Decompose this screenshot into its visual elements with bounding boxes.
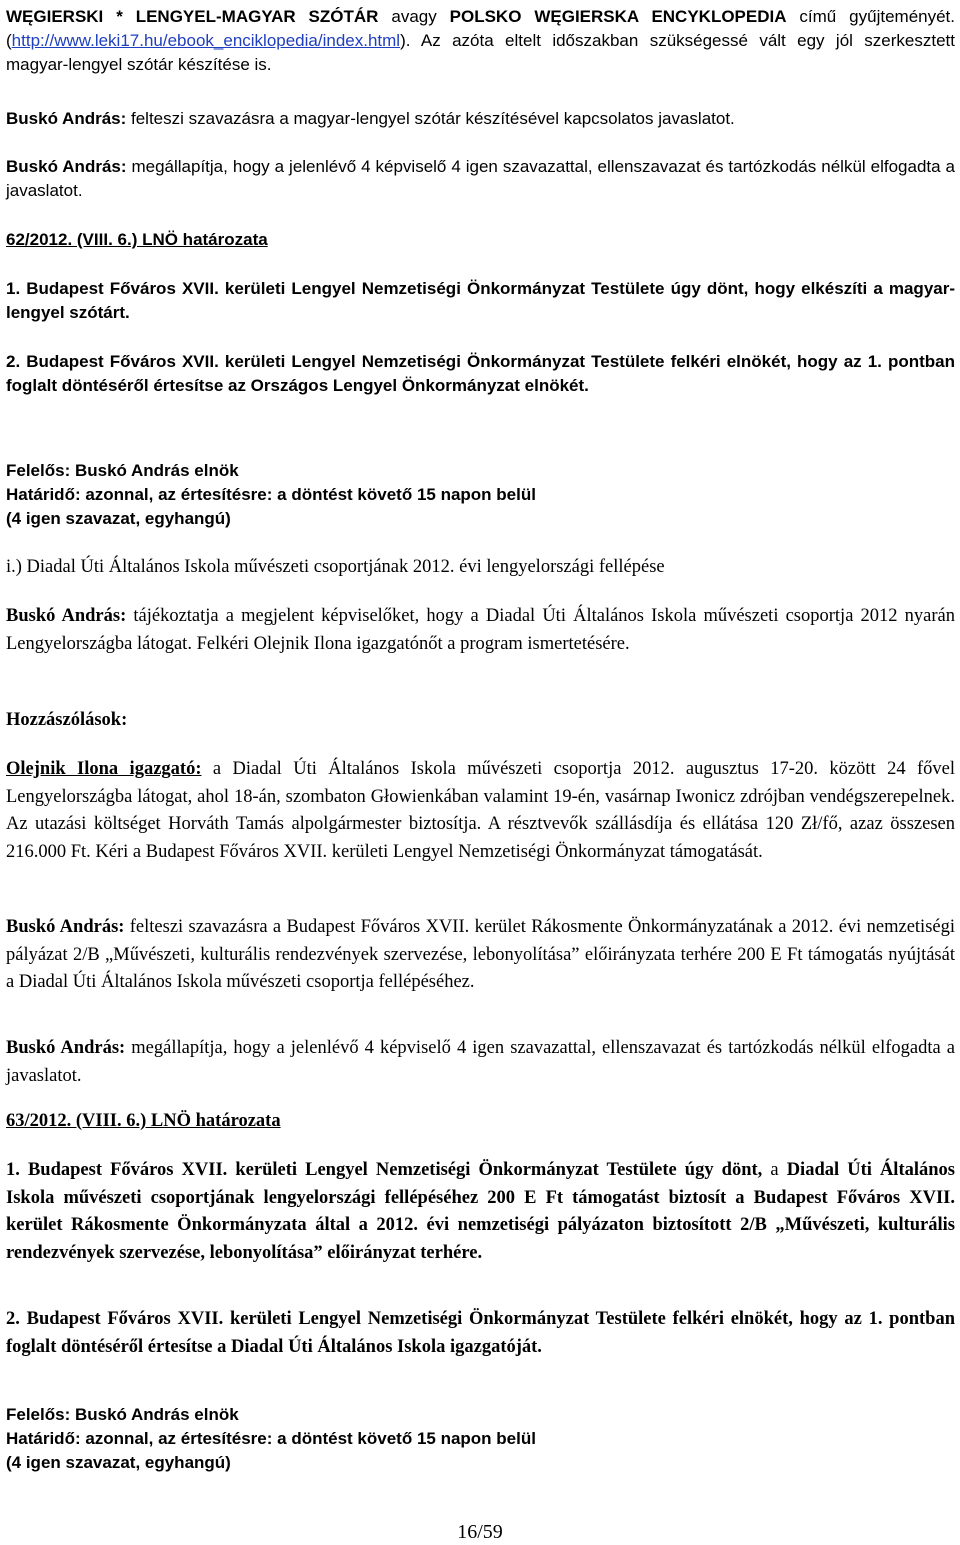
speaker-name: Buskó András:	[6, 1038, 126, 1058]
vote-result-paragraph	[6, 155, 955, 203]
section-heading-i: i.) Diadal Úti Általános Iskola művészeti csoportjának 2012. évi lengyelországi fellépése	[6, 557, 665, 577]
paragraph-text: megállapítja, hogy a jelenlévő 4 képviselő 4 igen szavazattal, ellenszavazat és tartózkodás nélkül elfogadta a javaslatot.	[6, 1038, 955, 1086]
intro-text: avagy	[378, 7, 450, 26]
resolution-text: Diadal Úti Általános Iskola művészeti csoportjának lengyelországi fellépéséhez 200 E Ft támogatást biztosít a Budapest Főváros XVII. kerület Rákosmente Önkormányzata által a 2012. évi nemzetiségi pályázaton biztosított 2/B „Művészeti, kulturális rendezvények szervezése, lebonyolítása” előirányzat terhére.	[6, 1160, 955, 1263]
resolution-text: a	[762, 1160, 787, 1180]
paragraph-text: megállapítja, hogy a jelenlévő 4 képviselő 4 igen szavazattal, ellenszavazat és tartózkodás nélkül elfogadta a javaslatot.	[6, 157, 955, 200]
paragraph-text: felteszi szavazásra a magyar-lengyel szótár készítésével kapcsolatos javaslatot.	[126, 109, 735, 128]
speaker-name: Olejnik Ilona igazgató:	[6, 759, 202, 779]
page-number: 16/59	[457, 1521, 503, 1543]
resolution-text: 1. Budapest Főváros XVII. kerületi Lengyel Nemzetiségi Önkormányzat Testülete úgy dönt,	[6, 1160, 763, 1180]
resolution-63-deadline: Határidő: azonnal, az értesítésre: a döntést követő 15 napon belül	[6, 1429, 536, 1448]
dictionary-title: WĘGIERSKI * LENGYEL-MAGYAR SZÓTÁR	[6, 7, 379, 26]
resolution-63-item-1	[6, 1157, 955, 1267]
speaker-name: Buskó András:	[6, 606, 127, 626]
support-proposal-paragraph	[6, 914, 955, 997]
intro-text: című gyűjteményét. (	[6, 7, 956, 50]
intro-text: ). Az azóta eltelt időszakban szükségessé vált egy jól szerkesztett magyar-lengyel szótár készítése is.	[6, 31, 955, 74]
speaker-name: Buskó András:	[6, 109, 127, 128]
encyclopedia-title: POLSKO WĘGIERSKA ENCYKLOPEDIA	[449, 7, 787, 26]
resolution-63-item-2: 2. Budapest Főváros XVII. kerületi Lengyel Nemzetiségi Önkormányzat Testülete felkéri elnökét, hogy az 1. pontban foglalt döntéséről értesítse a Diadal Úti Általános Iskola igazgatóját.	[6, 1309, 955, 1357]
resolution-62-deadline: Határidő: azonnal, az értesítésre: a döntést követő 15 napon belül	[6, 485, 536, 504]
vote-proposal-paragraph	[6, 107, 955, 131]
paragraph-text: felteszi szavazásra a Budapest Főváros XVII. kerület Rákosmente Önkormányzatának a 2012. évi nemzetiségi pályázat 2/B „Művészeti, kulturális rendezvények szervezése, lebonyolítása” előirányzata terhére 200 E Ft támogatás nyújtását a Diadal Úti Általános Iskola művészeti csoportja fellépéséhez.	[6, 917, 955, 992]
vote-result-paragraph-2	[6, 1035, 955, 1090]
resolution-63-title: 63/2012. (VIII. 6.) LNÖ határozata	[6, 1111, 281, 1131]
resolution-63-responsible: Felelős: Buskó András elnök	[6, 1405, 239, 1424]
resolution-62-title: 62/2012. (VIII. 6.) LNÖ határozata	[6, 230, 268, 249]
speaker-name: Buskó András:	[6, 917, 125, 937]
comments-heading: Hozzászólások:	[6, 710, 128, 730]
resolution-62-vote: (4 igen szavazat, egyhangú)	[6, 509, 231, 528]
resolution-63-vote: (4 igen szavazat, egyhangú)	[6, 1453, 231, 1472]
resolution-62-item-2: 2. Budapest Főváros XVII. kerületi Lengyel Nemzetiségi Önkormányzat Testülete felkéri elnökét, hogy az 1. pontban foglalt döntéséről értesítse az Országos Lengyel Önkormányzat elnökét.	[6, 352, 955, 395]
resolution-62-item-1: 1. Budapest Főváros XVII. kerületi Lengyel Nemzetiségi Önkormányzat Testülete úgy dönt, hogy elkészíti a magyar-lengyel szótárt.	[6, 279, 955, 322]
director-comment-paragraph	[6, 756, 955, 866]
speaker-name: Buskó András:	[6, 157, 127, 176]
paragraph-text: a Diadal Úti Általános Iskola művészeti csoportja 2012. augusztus 17-20. között 24 fővel Lengyelországba látogat, ahol 18-án, szombaton Głowienkában valamint 19-én, vasárnap Iwonicz zdrójban vendégszerepelnek. Az utazási költséget Horváth Tamás alpolgármester biztosítja. A résztvevők szállásdíja és ellátása 120 Zł/fő, azaz összesen 216.000 Ft. Kéri a Budapest Főváros XVII. kerületi Lengyel Nemzetiségi Önkormányzat támogatását.	[6, 759, 955, 862]
paragraph-text: tájékoztatja a megjelent képviselőket, hogy a Diadal Úti Általános Iskola művészeti csoportja 2012 nyarán Lengyelországba látogat. Felkéri Olejnik Ilona igazgatónőt a program ismertetésére.	[6, 606, 955, 654]
info-paragraph	[6, 603, 955, 658]
resolution-62-responsible: Felelős: Buskó András elnök	[6, 461, 239, 480]
intro-paragraph	[6, 5, 955, 77]
encyclopedia-link[interactable]: http://www.leki17.hu/ebook_enciklopedia/index.html	[11, 31, 401, 50]
